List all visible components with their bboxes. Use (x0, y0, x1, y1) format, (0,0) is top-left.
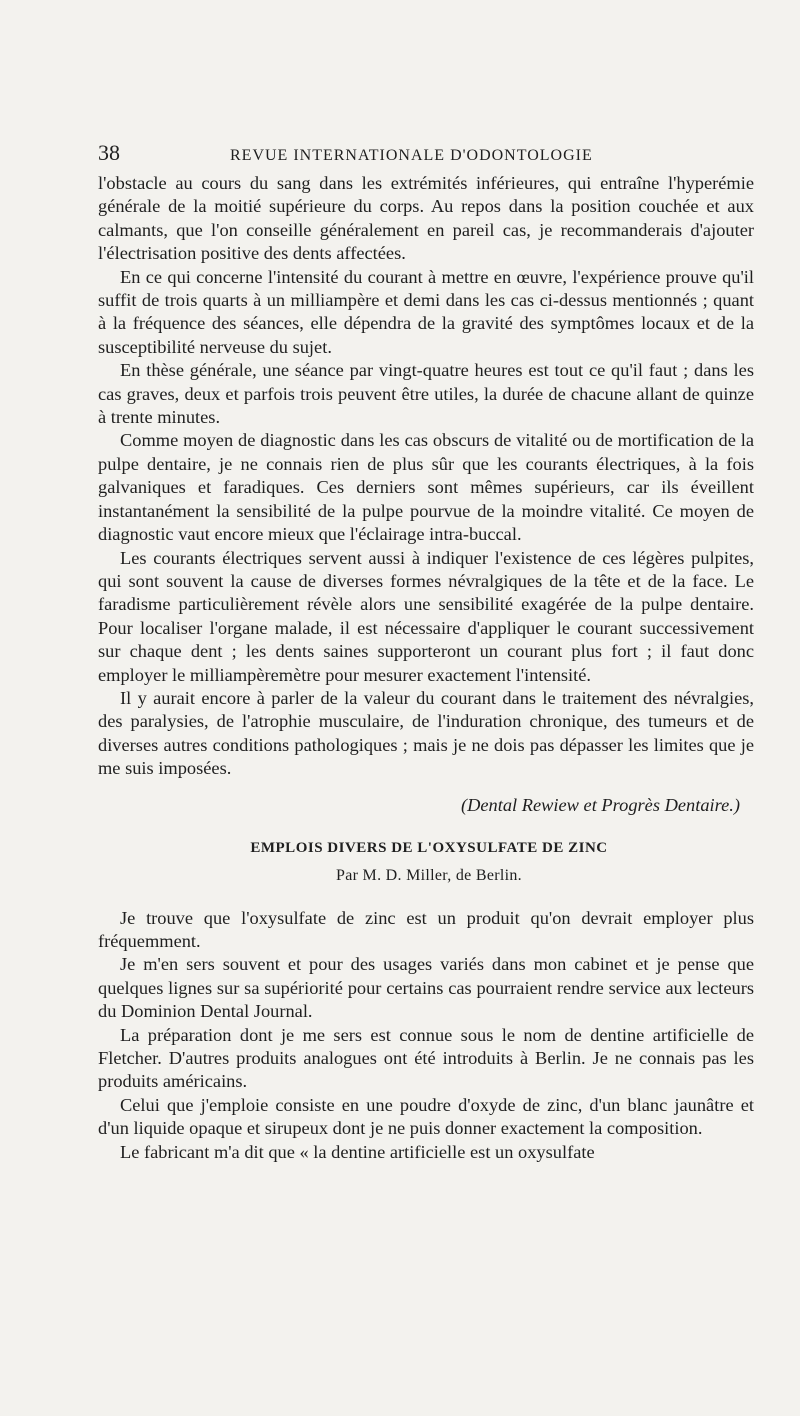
paragraph: Les courants électriques servent aussi à indiquer l'existence de ces légères pulpites, qui sont souvent la cause de diverses formes névralgiques de la tête et de la face. Le faradisme particulièrement révèle alors une sensibilité exagérée de la pulpe dentaire. Pour localiser l'organe malade, il est nécessaire d'appliquer le courant successivement sur chaque dent ; les dents saines supporteront un courant plus fort ; il faut donc employer le milliampèremètre pour mesurer exactement l'intensité. (98, 547, 754, 685)
page-number: 38 (98, 140, 120, 165)
paragraph: En thèse générale, une séance par vingt-quatre heures est tout ce qu'il faut ; dans les cas graves, deux et parfois trois peuvent être utiles, la durée de chacune allant de quinze à trente minutes. (98, 360, 754, 428)
section-title: EMPLOIS DIVERS DE L'OXYSULFATE DE ZINC (250, 839, 608, 856)
article-2-body (98, 907, 754, 1164)
article-1-body (98, 172, 754, 781)
paragraph: Je trouve que l'oxysulfate de zinc est un produit qu'on devrait employer plus fréquemment. (98, 907, 754, 951)
source-attribution: (Dental Rewiew et Progrès Dentaire.) (460, 794, 740, 815)
paragraph: Celui que j'emploie consiste en une poudre d'oxyde de zinc, d'un blanc jaunâtre et d'un liquide opaque et sirupeux dont je ne puis donner exactement la composition. (98, 1094, 754, 1139)
running-header (98, 140, 760, 166)
paragraph: La préparation dont je me sers est connue sous le nom de dentine artificielle de Fletcher. D'autres produits analogues ont été introduits à Berlin. Je ne connais pas les produits américains. (98, 1024, 754, 1092)
paragraph: En ce qui concerne l'intensité du courant à mettre en œuvre, l'expérience prouve qu'il suffit de trois quarts à un milliampère et demi dans les cas ci-dessus mentionnés ; quant à la fréquence des séances, elle dépendra de la gravité des symptômes locaux et de la susceptibilité nerveuse du sujet. (98, 266, 754, 357)
paragraph: Il y aurait encore à parler de la valeur du courant dans le traitement des névralgies, des paralysies, de l'atrophie musculaire, de l'induration chronique, des tumeurs et de diverses autres conditions pathologiques ; mais je ne dois pas dépasser les limites que je me suis imposées. (98, 687, 754, 779)
paragraph: Comme moyen de diagnostic dans les cas obscurs de vitalité ou de mortification de la pulpe dentaire, je ne connais rien de plus sûr que les courants électriques, à la fois galvaniques et faradiques. Ces derniers sont mêmes supérieurs, car ils éveillent instantanément la sensibilité de la pulpe pourvue de la moindre vitalité. Ce moyen de diagnostic vaut encore mieux que l'éclairage intra-buccal. (98, 430, 754, 545)
paragraph: Je m'en sers souvent et pour des usages variés dans mon cabinet et je pense que quelques lignes sur sa supériorité pour certains cas pourraient rendre service aux lecteurs du Dominion Dental Journal. (98, 954, 754, 1022)
paragraph: l'obstacle au cours du sang dans les extrémités inférieures, qui entraîne l'hyperémie générale de la moitié supérieure du corps. Au repos dans la position couchée et aux calmants, que l'on conseille généralement en pareil cas, je recommanderais d'ajouter l'électrisation positive des dents affectées. (98, 173, 754, 264)
running-title: REVUE INTERNATIONALE D'ODONTOLOGIE (230, 147, 593, 164)
author-byline: Par M. D. Miller, de Berlin. (336, 866, 522, 884)
paragraph: Le fabricant m'a dit que « la dentine artificielle est un oxysulfate (120, 1141, 595, 1162)
